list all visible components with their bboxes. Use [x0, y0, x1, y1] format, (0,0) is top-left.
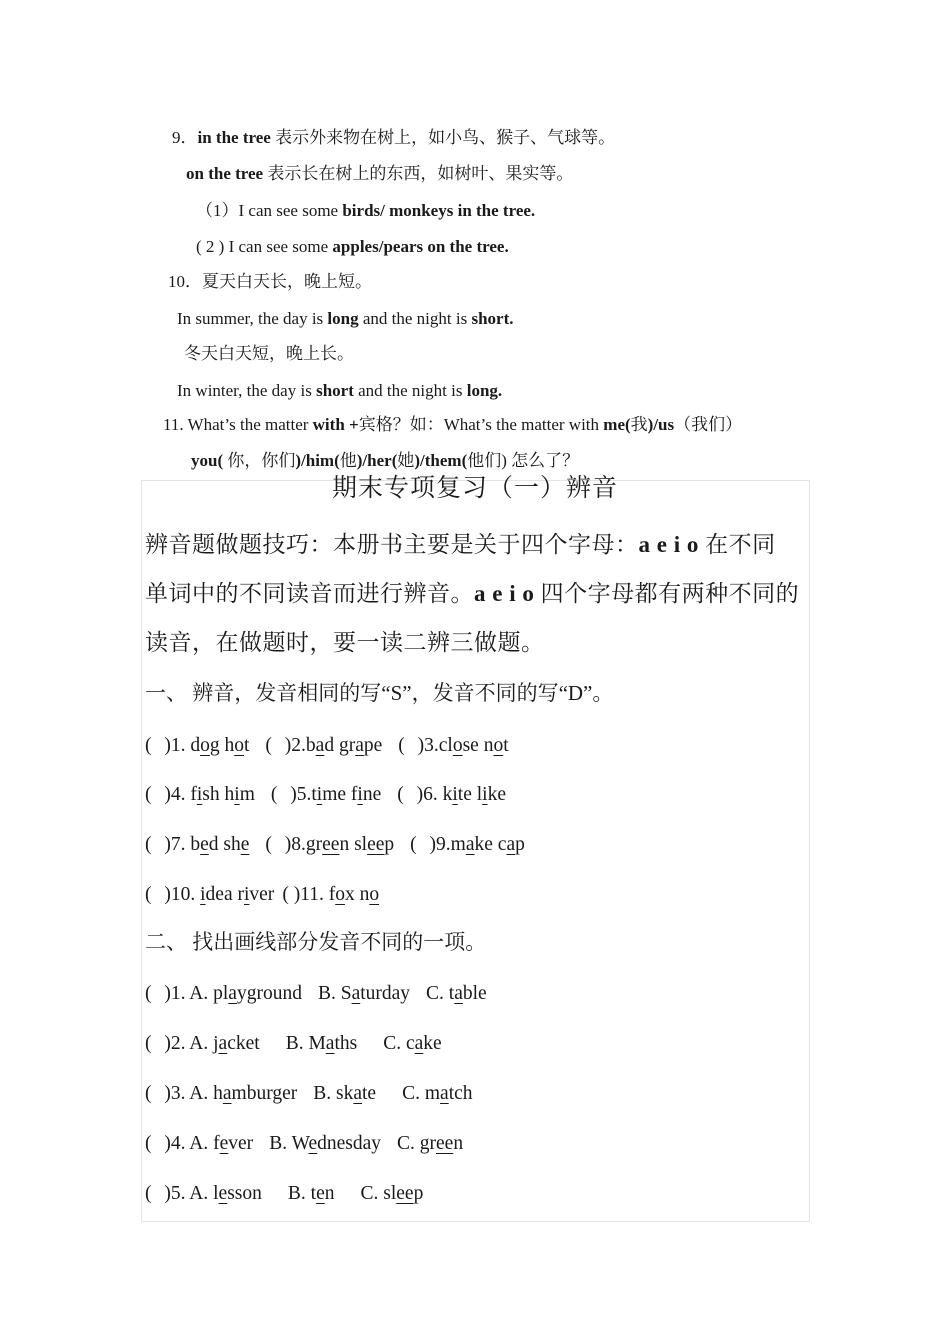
underlined-letters: o: [200, 735, 210, 756]
text-segment: ver: [249, 884, 275, 905]
underlined-letters: ee: [436, 1133, 454, 1154]
text-segment: 单词中的不同读音而进行辨音。: [145, 581, 474, 606]
underlined-letters: o: [369, 884, 380, 905]
text-segment: ths: [334, 1033, 358, 1054]
text-segment: (: [145, 1133, 157, 1154]
text-segment: sh h: [202, 784, 235, 805]
section-1-heading: 一、 辨音，发音相同的写“S”，发音不同的写“D”。: [145, 681, 614, 705]
text-segment: )3.cl: [417, 735, 453, 756]
text-segment: （我们）: [674, 415, 743, 434]
text-segment: C. t: [426, 983, 455, 1004]
part2-row-3: [145, 1081, 473, 1107]
text-segment: B. S: [317, 983, 352, 1004]
underlined-letters: a: [454, 983, 463, 1004]
text-segment: (: [282, 884, 294, 905]
text-segment: n sl: [339, 834, 368, 855]
section-2-heading: 二、 找出画线部分发音不同的一项。: [145, 930, 487, 954]
underlined-letters: i: [196, 784, 203, 805]
text-segment: C. sl: [360, 1183, 397, 1204]
tips-line-2: [145, 579, 799, 609]
part2-row-2: [145, 1031, 442, 1057]
note-9: [172, 127, 615, 149]
text-segment: (: [145, 884, 157, 905]
text-segment: se n: [462, 735, 494, 756]
winter-chinese: [184, 343, 354, 365]
underlined-letters: a: [228, 983, 237, 1004]
part2-row-1: [145, 981, 487, 1007]
text-segment: B. W: [269, 1133, 309, 1154]
text-segment: )5. A. l: [164, 1183, 219, 1204]
underlined-letters: e: [240, 834, 250, 855]
text-segment: )/us: [647, 415, 675, 434]
note-11: [163, 414, 742, 436]
text-segment: n: [324, 1183, 335, 1204]
underlined-letters: a: [355, 735, 364, 756]
text-segment: short.: [471, 309, 514, 328]
text-segment: )/her(: [356, 451, 398, 470]
underlined-letters: a: [440, 1083, 449, 1104]
part1-row-3: [145, 832, 525, 858]
text-segment: dnesday: [317, 1133, 381, 1154]
text-segment: p: [515, 834, 525, 855]
text-segment: (: [270, 784, 283, 805]
text-segment: 冬天白天短，晚上长。: [184, 344, 354, 363]
review-title: 期末专项复习（一）辨音: [331, 475, 618, 502]
underlined-letters: i: [452, 784, 458, 805]
underlined-letters: a: [414, 1033, 424, 1054]
text-segment: (: [145, 735, 157, 756]
underlined-letters: o: [335, 884, 345, 905]
text-segment: mburger: [231, 1083, 298, 1104]
text-segment: you(: [191, 451, 224, 470]
text-segment: pe: [363, 735, 383, 756]
text-segment: (: [265, 735, 277, 756]
text-segment: (: [145, 784, 157, 805]
part2-row-5: [145, 1181, 423, 1207]
text-segment: )11. f: [293, 884, 336, 905]
text-segment: t: [244, 735, 250, 756]
underlined-letters: o: [493, 735, 504, 756]
underlined-letters: e: [218, 1183, 228, 1204]
text-segment: (: [145, 983, 157, 1004]
underlined-letters: a: [506, 834, 516, 855]
text-segment: 她: [397, 451, 415, 470]
tips-letters: a e i o: [638, 532, 699, 557]
underlined-letters: a: [315, 735, 325, 756]
underlined-letters: ee: [396, 1183, 414, 1204]
text-segment: B. M: [285, 1033, 326, 1054]
part1-row-1: [145, 733, 509, 759]
text-segment: 表示外来物在树上，如小鸟、猴子、气球等。: [275, 128, 616, 147]
underlined-letters: e: [308, 1133, 318, 1154]
text-segment: ne: [362, 784, 382, 805]
note-9-phrase: in the tree: [197, 128, 271, 147]
summer-sentence: [177, 308, 513, 330]
text-segment: )10.: [164, 884, 201, 905]
text-segment: ) 怎么了？: [501, 451, 580, 470]
underlined-letters: i: [234, 784, 240, 805]
text-segment: sson: [227, 1183, 262, 1204]
text-segment: te l: [457, 784, 483, 805]
text-segment: )3. A. h: [164, 1083, 223, 1104]
underlined-letters: a: [353, 1083, 363, 1104]
note-11b: [191, 450, 579, 472]
text-segment: p: [384, 834, 395, 855]
example-2: [196, 236, 509, 258]
text-segment: ver: [228, 1133, 254, 1154]
text-segment: 9．: [172, 128, 198, 147]
note-10: [168, 271, 372, 293]
text-segment: 在不同: [698, 532, 776, 557]
underlined-letters: i: [243, 884, 250, 905]
text-segment: )7. b: [164, 834, 201, 855]
text-segment: n: [453, 1133, 464, 1154]
underlined-letters: i: [200, 884, 206, 905]
winter-sentence: [177, 380, 502, 402]
underlined-letters: a: [465, 834, 475, 855]
text-segment: (: [265, 834, 277, 855]
text-segment: turday: [360, 983, 411, 1004]
tips-line-1: [145, 530, 776, 560]
text-segment: (: [145, 1033, 157, 1054]
underlined-letters: e: [200, 834, 209, 855]
text-segment: B. t: [287, 1183, 317, 1204]
text-segment: 宾格？如：What’s the matter with: [358, 415, 604, 434]
text-segment: x n: [344, 884, 370, 905]
text-segment: 四个字母都有两种不同的: [534, 581, 800, 606]
underlined-letters: ee: [367, 834, 385, 855]
text-segment: t: [503, 735, 509, 756]
text-segment: birds/ monkeys in the tree.: [342, 201, 536, 220]
text-segment: )2. A. j: [164, 1033, 219, 1054]
text-segment: )8.gr: [284, 834, 323, 855]
text-segment: tch: [448, 1083, 473, 1104]
text-segment: )2.b: [284, 735, 316, 756]
underlined-letters: a: [218, 1033, 228, 1054]
underlined-letters: i: [357, 784, 363, 805]
text-segment: te: [362, 1083, 377, 1104]
part1-row-4: [145, 882, 379, 908]
text-segment: 辨音题做题技巧：本册书主要是关于四个字母：: [145, 532, 639, 557]
text-segment: （1）I can see some: [196, 201, 343, 220]
example-1: [196, 200, 535, 222]
underlined-letters: i: [316, 784, 323, 805]
text-segment: m: [239, 784, 255, 805]
text-segment: 夏天白天长，晚上短。: [202, 272, 372, 291]
text-segment: 表示长在树上的东西，如树叶、果实等。: [267, 164, 574, 183]
part1-row-2: [145, 782, 506, 808]
text-segment: (: [397, 784, 409, 805]
text-segment: )9.m: [429, 834, 466, 855]
text-segment: dea r: [205, 884, 244, 905]
underlined-letters: o: [234, 735, 244, 756]
text-segment: In summer, the day is: [177, 309, 328, 328]
note-9b-phrase: on the tree: [186, 164, 264, 183]
text-segment: a e i o: [474, 581, 535, 606]
text-segment: )4. f: [164, 784, 197, 805]
underlined-letters: o: [452, 735, 463, 756]
text-segment: short: [316, 381, 354, 400]
underlined-letters: ee: [322, 834, 340, 855]
text-segment: )/them(: [414, 451, 468, 470]
text-segment: )/him(: [295, 451, 340, 470]
text-segment: 读音，在做题时，要一读二辨三做题。: [145, 630, 545, 655]
text-segment: ke: [487, 784, 506, 805]
underlined-letters: e: [219, 1133, 229, 1154]
underlined-letters: a: [351, 983, 361, 1004]
text-segment: )4. A. f: [164, 1133, 220, 1154]
text-segment: ke: [423, 1033, 442, 1054]
text-segment: 他: [339, 451, 357, 470]
tips-line-3: [145, 628, 545, 658]
text-segment: me f: [322, 784, 358, 805]
text-segment: d sh: [208, 834, 241, 855]
text-segment: me(: [603, 415, 631, 434]
text-segment: with +: [312, 415, 359, 434]
part2-row-4: [145, 1131, 463, 1157]
text-segment: )6. k: [416, 784, 453, 805]
text-segment: B. sk: [313, 1083, 354, 1104]
text-segment: C. m: [402, 1083, 441, 1104]
text-segment: p: [413, 1183, 424, 1204]
text-segment: d gr: [324, 735, 356, 756]
text-segment: cket: [227, 1033, 260, 1054]
text-segment: g h: [209, 735, 235, 756]
text-segment: ke c: [474, 834, 507, 855]
text-segment: 他们: [467, 451, 502, 470]
text-segment: and the night is: [358, 309, 472, 328]
text-segment: (: [145, 1183, 157, 1204]
text-segment: 10．: [168, 272, 202, 291]
underlined-letters: a: [325, 1033, 335, 1054]
text-segment: )1. d: [164, 735, 201, 756]
text-segment: ble: [462, 983, 487, 1004]
note-9b: [186, 163, 573, 185]
underlined-letters: e: [316, 1183, 325, 1204]
underlined-letters: a: [222, 1083, 232, 1104]
text-segment: C. gr: [397, 1133, 436, 1154]
text-segment: (: [398, 735, 410, 756]
text-segment: long: [327, 309, 359, 328]
text-segment: yground: [236, 983, 302, 1004]
text-segment: ( 2 ) I can see some: [196, 237, 333, 256]
text-segment: (: [145, 834, 157, 855]
text-segment: (: [410, 834, 422, 855]
text-segment: apples/pears on the tree.: [332, 237, 509, 256]
text-segment: C. c: [383, 1033, 415, 1054]
text-segment: and the night is: [353, 381, 467, 400]
text-segment: In winter, the day is: [177, 381, 317, 400]
text-segment: 你，你们: [223, 451, 296, 470]
text-segment: )5.t: [290, 784, 317, 805]
text-segment: 我: [630, 415, 648, 434]
underlined-letters: i: [482, 784, 488, 805]
text-segment: (: [145, 1083, 157, 1104]
text-segment: )1. A. pl: [164, 983, 229, 1004]
text-segment: long.: [466, 381, 503, 400]
text-segment: 11. What’s the matter: [163, 415, 313, 434]
